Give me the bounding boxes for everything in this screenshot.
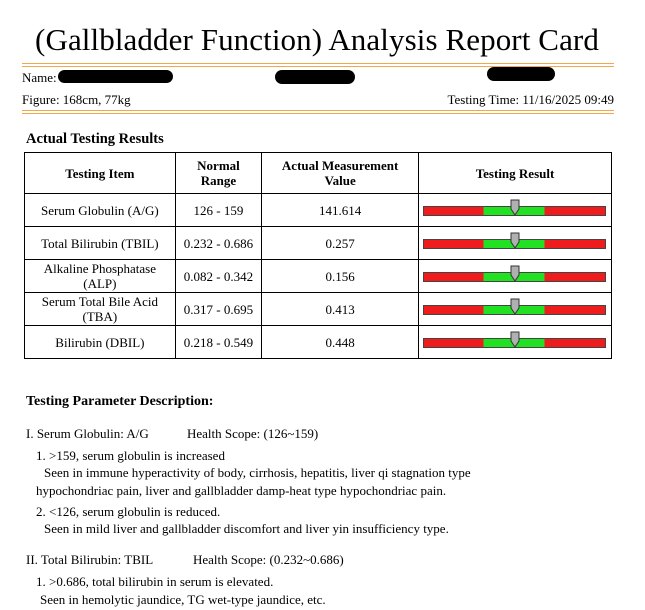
section-1-item-1-detail-1: Seen in immune hyperactivity of body, cirrhosis, hepatitis, liver qi stagnation type [44, 465, 471, 480]
cell-range: 0.218 - 0.549 [175, 326, 261, 359]
name-label: Name: [22, 70, 57, 85]
result-gauge [423, 266, 607, 286]
results-section-title: Actual Testing Results [26, 131, 164, 147]
result-gauge [423, 200, 607, 220]
cell-value: 0.156 [262, 260, 419, 293]
cell-value: 0.413 [262, 293, 419, 326]
header-rule-top [22, 63, 614, 64]
table-row [25, 260, 612, 293]
cell-range: 0.082 - 0.342 [175, 260, 261, 293]
cell-result [419, 260, 612, 293]
redacted-gender [275, 70, 355, 84]
gauge-marker-icon [509, 232, 521, 250]
col-header-result: Testing Result [419, 153, 612, 194]
cell-value: 0.448 [262, 326, 419, 359]
table-header-row [25, 153, 612, 194]
testing-time: Testing Time: 11/16/2025 09:49 [447, 92, 614, 107]
table-row [25, 227, 612, 260]
result-gauge [423, 233, 607, 253]
cell-value: 0.257 [262, 227, 419, 260]
cell-item: Alkaline Phosphatase (ALP) [25, 260, 176, 293]
cell-range: 0.232 - 0.686 [175, 227, 261, 260]
header-rule-bottom-2 [22, 113, 614, 114]
section-2-item-1: 1. >0.686, total bilirubin in serum is elevated. [36, 574, 274, 589]
table-row [25, 326, 612, 359]
col-header-value: Actual Measurement Value [262, 153, 419, 194]
redacted-name [58, 70, 173, 83]
redacted-age [487, 67, 555, 81]
section-1-item-1-detail-2: hypochondriac pain, liver and gallbladder damp-heat type hypochondriac pain. [36, 483, 447, 498]
cell-value: 141.614 [262, 194, 419, 227]
table-row [25, 194, 612, 227]
gauge-marker-icon [509, 298, 521, 316]
figure-text: Figure: 168cm, 77kg [22, 92, 131, 107]
col-header-range: Normal Range [175, 153, 261, 194]
cell-item: Total Bilirubin (TBIL) [25, 227, 176, 260]
gauge-marker-icon [509, 265, 521, 283]
cell-result [419, 227, 612, 260]
cell-item: Serum Globulin (A/G) [25, 194, 176, 227]
section-1-item-2: 2. <126, serum globulin is reduced. [36, 504, 221, 519]
table-row [25, 293, 612, 326]
section-2-item-1-detail-1: Seen in hemolytic jaundice, TG wet-type jaundice, etc. [40, 592, 326, 607]
cell-item: Serum Total Bile Acid (TBA) [25, 293, 176, 326]
section-1-item-2-detail-1: Seen in mild liver and gallbladder discomfort and liver yin insufficiency type. [44, 521, 449, 536]
section-1-heading: I. Serum Globulin: A/G [26, 426, 149, 441]
cell-result [419, 326, 612, 359]
gauge-marker-icon [509, 199, 521, 217]
cell-result [419, 194, 612, 227]
result-gauge [423, 299, 607, 319]
cell-range: 126 - 159 [175, 194, 261, 227]
cell-result [419, 293, 612, 326]
result-gauge [423, 332, 607, 352]
cell-item: Bilirubin (DBIL) [25, 326, 176, 359]
gauge-marker-icon [509, 331, 521, 349]
section-1-item-1: 1. >159, serum globulin is increased [36, 448, 225, 463]
section-2-heading: II. Total Bilirubin: TBIL [26, 552, 154, 567]
header-rule-bottom [22, 110, 614, 111]
section-2-scope: Health Scope: (0.232~0.686) [193, 552, 344, 567]
report-title: (Gallbladder Function) Analysis Report Card [35, 22, 599, 57]
cell-range: 0.317 - 0.695 [175, 293, 261, 326]
col-header-item: Testing Item [25, 153, 176, 194]
description-title: Testing Parameter Description: [26, 394, 214, 409]
results-table [24, 152, 612, 359]
section-1-scope: Health Scope: (126~159) [187, 426, 319, 441]
